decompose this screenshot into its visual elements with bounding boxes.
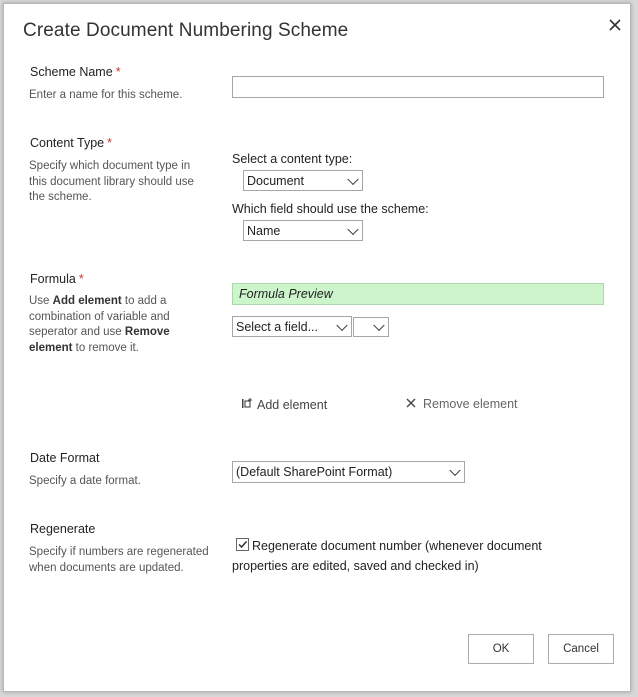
remove-x-icon: [406, 397, 416, 411]
dialog-title: Create Document Numbering Scheme: [23, 20, 349, 41]
content-type-select[interactable]: Document: [243, 170, 363, 191]
formula-preview: Formula Preview: [232, 283, 604, 305]
chevron-down-icon: [347, 223, 358, 234]
content-type-label: Content Type *: [30, 136, 113, 150]
regenerate-description: Specify if numbers are regenerated when documents are updated.: [29, 546, 209, 574]
regenerate-label: Regenerate: [30, 522, 96, 536]
scheme-name-input[interactable]: [232, 76, 604, 98]
add-element-icon: [241, 397, 254, 413]
chevron-down-icon: [347, 173, 358, 184]
content-type-description: Specify which document type in this document library should use the scheme.: [29, 160, 194, 203]
formula-label: Formula *: [30, 272, 84, 286]
date-format-label: Date Format: [30, 451, 100, 465]
ok-button[interactable]: OK: [468, 634, 534, 664]
cancel-button[interactable]: Cancel: [548, 634, 614, 664]
formula-description: Use Add element to add a combination of variable and seperator and use Remove element to remove it.: [29, 295, 170, 354]
regenerate-checkbox-label: Regenerate document number (whenever document properties are edited, saved and checked in): [232, 539, 542, 573]
date-format-select[interactable]: (Default SharePoint Format): [232, 461, 465, 483]
regenerate-checkbox[interactable]: [236, 538, 249, 551]
add-element-button[interactable]: Add element: [241, 397, 327, 413]
chevron-down-icon: [336, 319, 347, 330]
scheme-name-description: Enter a name for this scheme.: [29, 89, 183, 101]
field-prompt: Which field should use the scheme:: [232, 202, 429, 216]
field-select[interactable]: Name: [243, 220, 363, 241]
date-format-description: Specify a date format.: [29, 475, 141, 487]
numbering-scheme-dialog: [3, 3, 631, 692]
scheme-name-label: Scheme Name *: [30, 65, 121, 79]
separator-select[interactable]: [353, 317, 389, 337]
close-icon[interactable]: [606, 16, 624, 34]
chevron-down-icon: [449, 465, 460, 476]
formula-field-select[interactable]: Select a field...: [232, 316, 352, 337]
chevron-down-icon: [373, 320, 384, 331]
remove-element-button[interactable]: Remove element: [406, 397, 518, 411]
content-type-prompt: Select a content type:: [232, 152, 353, 166]
